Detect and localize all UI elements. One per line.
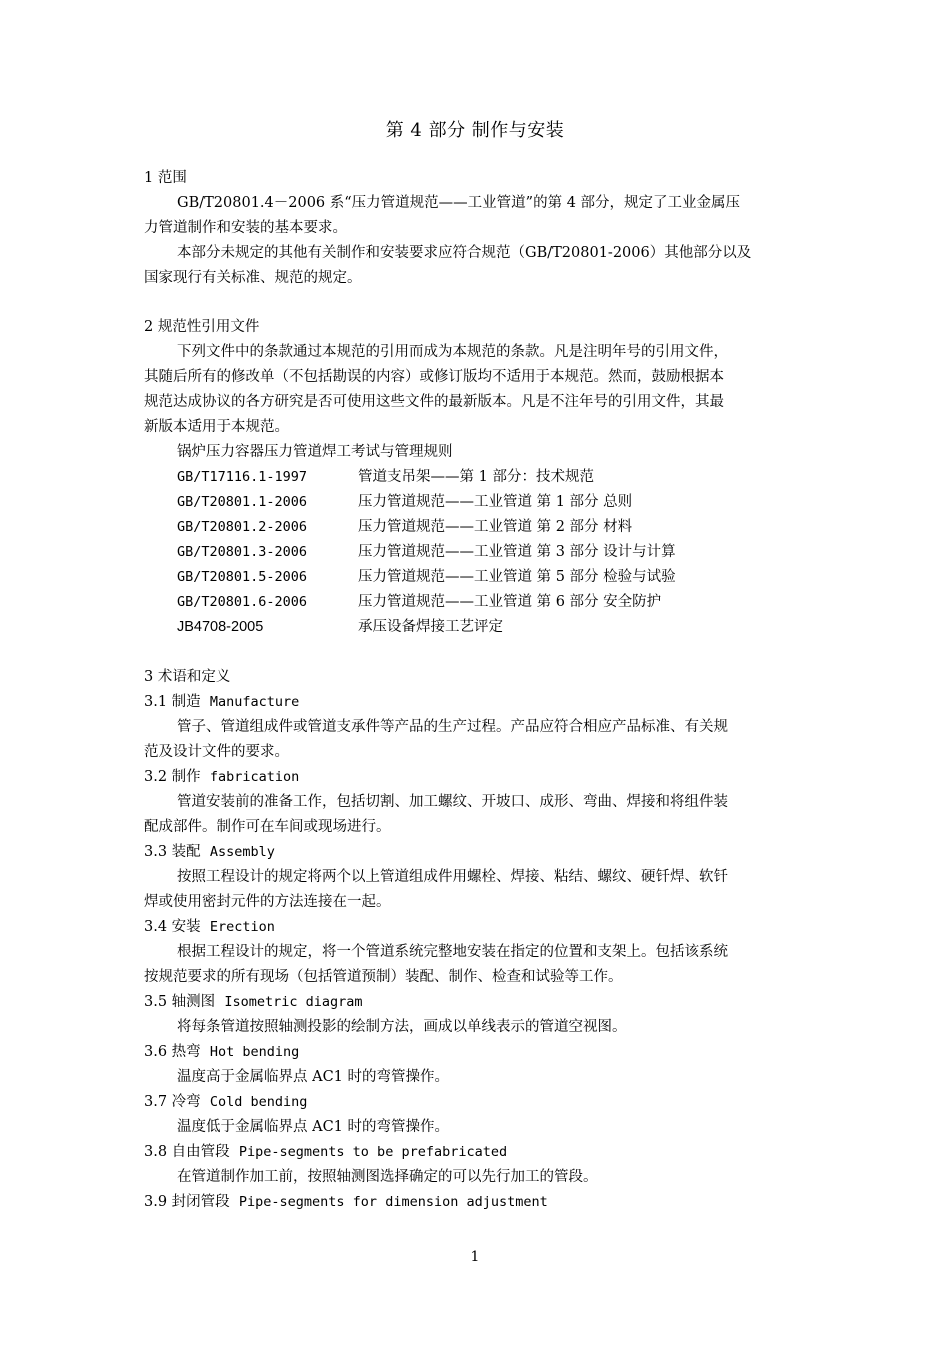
reference-item bbox=[177, 515, 632, 540]
reference-code: JB4708-2005 bbox=[177, 619, 264, 635]
reference-code: GB/T20801.3-2006 bbox=[177, 544, 308, 560]
term-en: fabrication bbox=[209, 769, 300, 785]
term-definition-line: 将每条管道按照轴测投影的绘制方法，画成以单线表示的管道空视图。 bbox=[177, 1019, 627, 1035]
reference-title: 管道支吊架——第 1 部分：技术规范 bbox=[358, 469, 594, 485]
term-heading bbox=[144, 915, 810, 940]
reference-title: 压力管道规范——工业管道 第 1 部分 总则 bbox=[358, 494, 633, 510]
reference-title: 压力管道规范——工业管道 第 6 部分 安全防护 bbox=[358, 594, 662, 610]
reference-item bbox=[177, 615, 503, 640]
reference-title: 压力管道规范——工业管道 第 3 部分 设计与计算 bbox=[358, 544, 676, 560]
term-zh: 制造 bbox=[171, 694, 201, 710]
term-zh: 安装 bbox=[171, 919, 201, 935]
reference-code: GB/T17116.1-1997 bbox=[177, 469, 308, 485]
term-number: 3.9 bbox=[144, 1194, 168, 1210]
reference-item bbox=[177, 590, 661, 615]
term-zh: 热弯 bbox=[171, 1044, 201, 1060]
term-zh: 自由管段 bbox=[171, 1144, 230, 1160]
term-definition-line: 焊或使用密封元件的方法连接在一起。 bbox=[144, 894, 391, 910]
paragraph-line: 国家现行有关标准、规范的规定。 bbox=[144, 270, 362, 286]
term-number: 3.6 bbox=[144, 1044, 168, 1060]
paragraph-line: 本部分未规定的其他有关制作和安装要求应符合规范（GB/T20801-2006）其他部分以及 bbox=[177, 245, 752, 261]
paragraph-line: 规范达成协议的各方研究是否可使用这些文件的最新版本。凡是不注年号的引用文件，其最 bbox=[144, 394, 724, 410]
paragraph-line: 其随后所有的修改单（不包括勘误的内容）或修订版均不适用于本规范。然而，鼓励根据本 bbox=[144, 369, 724, 385]
reference-code: GB/T20801.1-2006 bbox=[177, 494, 308, 510]
reference-item: 锅炉压力容器压力管道焊工考试与管理规则 bbox=[177, 444, 453, 460]
term-zh: 轴测图 bbox=[171, 994, 216, 1010]
term-number: 3.8 bbox=[144, 1144, 168, 1160]
paragraph-line: GB/T20801.4－2006 系“压力管道规范——工业管道”的第 4 部分，规定了工业金属压 bbox=[177, 195, 741, 211]
reference-code: GB/T20801.5-2006 bbox=[177, 569, 308, 585]
reference-title: 承压设备焊接工艺评定 bbox=[358, 619, 503, 635]
reference-item bbox=[177, 465, 594, 490]
reference-item bbox=[177, 540, 676, 565]
term-heading bbox=[144, 765, 810, 790]
term-definition-line: 管道安装前的准备工作，包括切割、加工螺纹、开坡口、成形、弯曲、焊接和将组件装 bbox=[177, 794, 728, 810]
term-number: 3.1 bbox=[144, 694, 168, 710]
page-title: 第 4 部分 制作与安装 bbox=[385, 120, 565, 141]
term-en: Hot bending bbox=[209, 1044, 300, 1060]
term-definition-line: 配成部件。制作可在车间或现场进行。 bbox=[144, 819, 391, 835]
term-en: Pipe-segments to be prefabricated bbox=[238, 1144, 508, 1160]
term-number: 3.5 bbox=[144, 994, 168, 1010]
term-heading bbox=[144, 1190, 810, 1215]
term-number: 3.3 bbox=[144, 844, 168, 860]
term-definition-line: 按规范要求的所有现场（包括管道预制）装配、制作、检查和试验等工作。 bbox=[144, 969, 623, 985]
term-zh: 制作 bbox=[171, 769, 201, 785]
term-number: 3.4 bbox=[144, 919, 168, 935]
section-2-heading: 2 规范性引用文件 bbox=[144, 319, 260, 335]
term-heading bbox=[144, 1140, 810, 1165]
term-heading bbox=[144, 990, 810, 1015]
term-en: Erection bbox=[209, 919, 275, 935]
reference-code: GB/T20801.6-2006 bbox=[177, 594, 308, 610]
paragraph-line: 新版本适用于本规范。 bbox=[144, 419, 289, 435]
term-en: Assembly bbox=[209, 844, 275, 860]
term-en: Isometric diagram bbox=[224, 994, 363, 1010]
reference-code: GB/T20801.2-2006 bbox=[177, 519, 308, 535]
term-heading bbox=[144, 690, 810, 715]
term-heading bbox=[144, 1090, 810, 1115]
term-heading bbox=[144, 1040, 810, 1065]
term-zh: 冷弯 bbox=[171, 1094, 201, 1110]
section-1-heading: 1 范围 bbox=[144, 170, 187, 186]
term-definition-line: 根据工程设计的规定，将一个管道系统完整地安装在指定的位置和支架上。包括该系统 bbox=[177, 944, 728, 960]
term-definition-line: 在管道制作加工前，按照轴测图选择确定的可以先行加工的管段。 bbox=[177, 1169, 598, 1185]
term-definition-line: 范及设计文件的要求。 bbox=[144, 744, 289, 760]
term-definition-line: 管子、管道组成件或管道支承件等产品的生产过程。产品应符合相应产品标准、有关规 bbox=[177, 719, 728, 735]
term-definition-line: 温度低于金属临界点 AC1 时的弯管操作。 bbox=[177, 1119, 450, 1135]
term-en: Manufacture bbox=[209, 694, 300, 710]
term-definition-line: 温度高于金属临界点 AC1 时的弯管操作。 bbox=[177, 1069, 450, 1085]
reference-title: 压力管道规范——工业管道 第 5 部分 检验与试验 bbox=[358, 569, 676, 585]
term-en: Pipe-segments for dimension adjustment bbox=[238, 1194, 548, 1210]
term-number: 3.2 bbox=[144, 769, 168, 785]
reference-item bbox=[177, 490, 632, 515]
term-en: Cold bending bbox=[209, 1094, 308, 1110]
term-zh: 封闭管段 bbox=[171, 1194, 230, 1210]
reference-item bbox=[177, 565, 676, 590]
page-number: 1 bbox=[470, 1249, 480, 1265]
term-definition-line: 按照工程设计的规定将两个以上管道组成件用螺栓、焊接、粘结、螺纹、硬钎焊、软钎 bbox=[177, 869, 728, 885]
paragraph-line: 下列文件中的条款通过本规范的引用而成为本规范的条款。凡是注明年号的引用文件， bbox=[177, 344, 728, 360]
term-heading bbox=[144, 840, 810, 865]
paragraph-line: 力管道制作和安装的基本要求。 bbox=[144, 220, 347, 236]
section-3-heading: 3 术语和定义 bbox=[144, 669, 231, 685]
term-number: 3.7 bbox=[144, 1094, 168, 1110]
reference-title: 压力管道规范——工业管道 第 2 部分 材料 bbox=[358, 519, 633, 535]
term-zh: 装配 bbox=[171, 844, 201, 860]
